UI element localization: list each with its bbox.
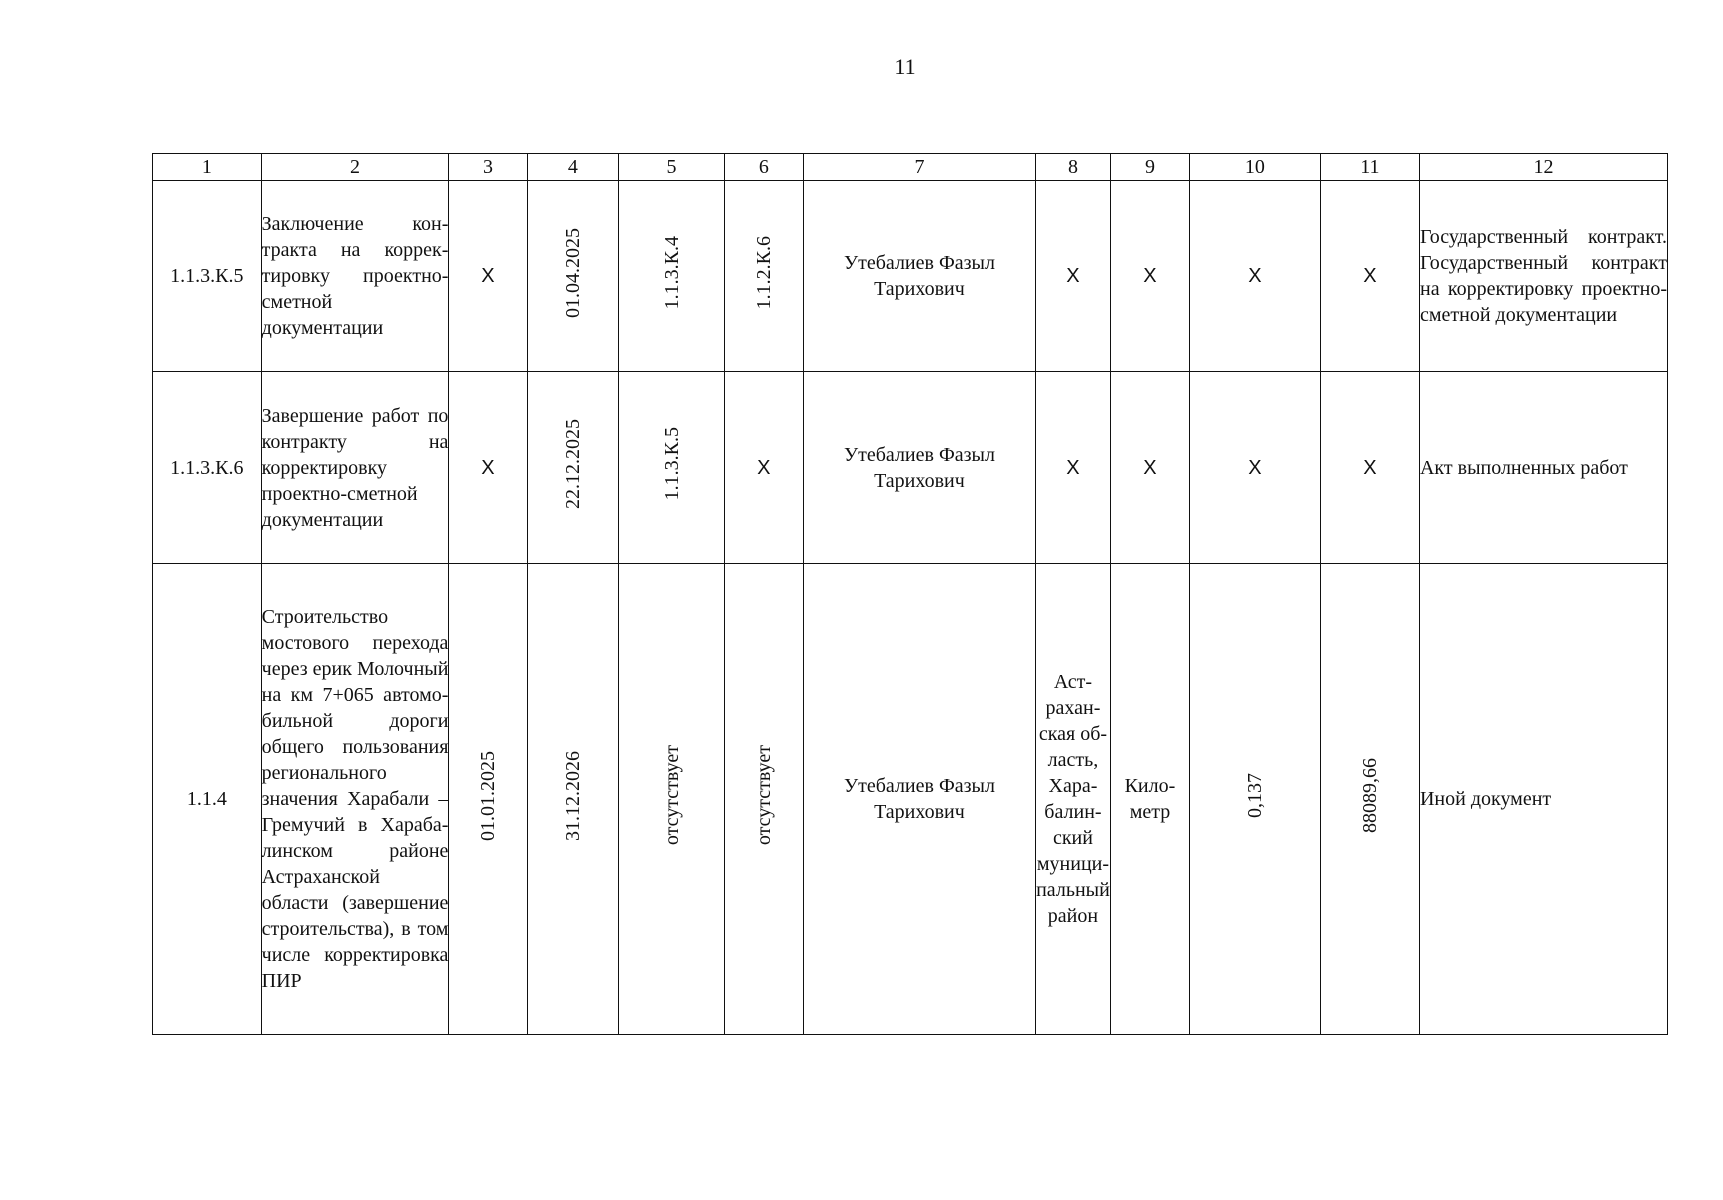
column-number: 1 bbox=[153, 154, 262, 181]
cell-x: X bbox=[1190, 372, 1321, 564]
successor-cell bbox=[724, 181, 803, 372]
end-date-cell bbox=[527, 372, 619, 564]
column-number: 8 bbox=[1036, 154, 1111, 181]
cell-x: X bbox=[724, 372, 803, 564]
column-number: 10 bbox=[1190, 154, 1321, 181]
start-date: 01.01.2025 bbox=[476, 750, 499, 841]
end-date: 31.12.2026 bbox=[561, 750, 584, 841]
column-number: 9 bbox=[1110, 154, 1189, 181]
column-number: 6 bbox=[724, 154, 803, 181]
event-name: Завершение работ по контракту на корректировку проектно-сметной документации bbox=[261, 372, 449, 564]
cell-x: X bbox=[1036, 181, 1111, 372]
predecessor: отсутствует bbox=[660, 745, 683, 846]
end-date: 22.12.2025 bbox=[561, 419, 584, 509]
responsible-person: Утебалиев Фазыл Тарихович bbox=[803, 181, 1035, 372]
predecessor-cell bbox=[619, 372, 725, 564]
cell-x: X bbox=[1110, 372, 1189, 564]
end-date: 01.04.2025 bbox=[561, 227, 584, 318]
column-number: 3 bbox=[449, 154, 527, 181]
row-number: 1.1.3.К.5 bbox=[153, 181, 262, 372]
cell-x: X bbox=[449, 181, 527, 372]
table-row bbox=[153, 372, 1668, 564]
table-row bbox=[153, 564, 1668, 1035]
quantity: 0,137 bbox=[1243, 773, 1266, 818]
column-number: 2 bbox=[261, 154, 449, 181]
column-number: 5 bbox=[619, 154, 725, 181]
row-number: 1.1.4 bbox=[153, 564, 262, 1035]
cost-cell bbox=[1320, 564, 1419, 1035]
predecessor: 1.1.3.К.4 bbox=[660, 235, 683, 310]
start-date-cell bbox=[449, 564, 527, 1035]
cell-x: X bbox=[1320, 181, 1419, 372]
predecessor-cell bbox=[619, 564, 725, 1035]
row-number: 1.1.3.К.6 bbox=[153, 372, 262, 564]
cell-x: X bbox=[1110, 181, 1189, 372]
event-name: Строительство мостового перехода через ерик Молочный на км 7+065 автомобильной дороги общего пользования регионального значения Харабали – Гремучий в Харабалинском районе Астраханской области (завершение строительства), в том числе корректировка ПИР bbox=[261, 564, 449, 1035]
column-number: 4 bbox=[527, 154, 619, 181]
successor-cell bbox=[724, 564, 803, 1035]
column-number: 11 bbox=[1320, 154, 1419, 181]
column-number-row bbox=[153, 154, 1668, 181]
event-name: Заключение контракта на корректировку проектно-сметной документации bbox=[261, 181, 449, 372]
end-date-cell bbox=[527, 564, 619, 1035]
column-number: 7 bbox=[803, 154, 1035, 181]
successor: 1.1.2.К.6 bbox=[752, 235, 775, 310]
cell-x: X bbox=[1036, 372, 1111, 564]
cost: 88089,66 bbox=[1358, 758, 1381, 833]
cell-x: X bbox=[1190, 181, 1321, 372]
table-row bbox=[153, 181, 1668, 372]
end-date-cell bbox=[527, 181, 619, 372]
predecessor: 1.1.3.К.5 bbox=[660, 427, 683, 501]
successor: отсутствует bbox=[752, 745, 775, 846]
unit: Километр bbox=[1110, 564, 1189, 1035]
responsible-person: Утебалиев Фазыл Тарихович bbox=[803, 372, 1035, 564]
predecessor-cell bbox=[619, 181, 725, 372]
cell-x: X bbox=[449, 372, 527, 564]
location: Астраханская область, Харабалинский муниципальный район bbox=[1036, 564, 1111, 1035]
document-type: Иной документ bbox=[1419, 564, 1667, 1035]
responsible-person: Утебалиев Фазыл Тарихович bbox=[803, 564, 1035, 1035]
column-number: 12 bbox=[1419, 154, 1667, 181]
quantity-cell bbox=[1190, 564, 1321, 1035]
plan-table bbox=[152, 153, 1668, 1035]
document-type: Государственный контракт. Государственный контракт на корректировку проектно-сметной документации bbox=[1419, 181, 1667, 372]
cell-x: X bbox=[1320, 372, 1419, 564]
page-number: 11 bbox=[894, 54, 916, 79]
document-type: Акт выполненных работ bbox=[1419, 372, 1667, 564]
